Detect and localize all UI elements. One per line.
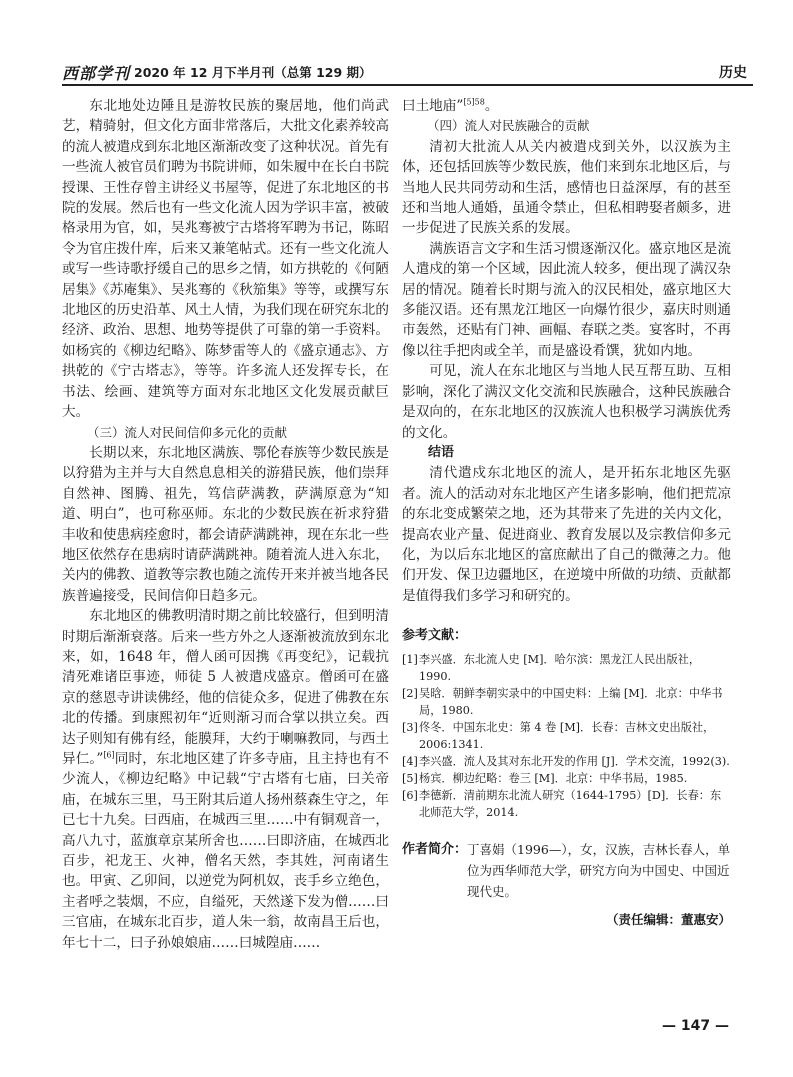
body-paragraph: 长期以来，东北地区满族、鄂伦春族等少数民族是以狩猎为主并与大自然息息相关的游猎民族，他们崇拜自然神、图腾、祖先，笃信萨满教，萨满原意为“知道、明白”，也可称巫师。东北的少数民族在祈求狩猎丰收和使患病痊愈时，都会请萨满跳神，现在东北一些地区依然存在患病时请萨满跳神。随着流人进入东北，关内的佛教、道教等宗教也随之流传开来并被当地各民族普遍接受，民间信仰日趋多元。	[62, 444, 389, 604]
author-label: 作者简介：	[402, 841, 468, 857]
reference-text: 佟冬．中国东北史：第 4 卷 [M]．长春：吉林文史出版社，2006:1341.	[419, 720, 715, 751]
body-paragraph: 东北地处边陲且是游牧民族的聚居地，他们尚武艺，精骑射，但文化方面非常落后，大批文化素养较高的流人被遣戍到东北地区渐渐改变了这种状况。首先有一些流人被官员们聘为书院讲师，如朱履中在长白书院授课、王性存曾主讲经义书屋等，促进了东北地区的书院的发展。然后也有一些文化流人因为学识丰富，被破格录用为官，如，吴兆骞被宁古塔将军聘为书记，陈昭令为官庄拨什库，后来又兼笔帖式。还有一些文化流人或写一些诗歌抒缓自己的思乡之情，如方拱乾的《何陋居集》《苏庵集》、吴兆骞的《秋笳集》等等，或撰写东北地区的历史沿革、风土人情，为我们现在研究东北的经济、政治、思想、地势等提供了可靠的第一手资料。如杨宾的《柳边纪略》、陈梦雷等人的《盛京通志》、方拱乾的《宁古塔志》，等等。许多流人还发挥专长，在书法、绘画、建筑等方面对东北地区文化发展贡献巨大。	[62, 98, 389, 421]
reference-number: [1]	[402, 652, 418, 666]
reference-item	[402, 719, 731, 753]
body-paragraph-continued	[402, 96, 731, 116]
left-column	[62, 96, 389, 953]
reference-number: [4]	[402, 754, 418, 768]
reference-item	[402, 685, 731, 719]
reference-item	[402, 651, 731, 685]
reference-number: [2]	[402, 686, 418, 700]
page-number: — 147 —	[662, 1018, 729, 1034]
reference-item	[402, 753, 731, 770]
reference-text: 李兴盛．东北流人史 [M]．哈尔滨：黑龙江人民出版社，1990.	[419, 652, 701, 683]
responsible-editor: （责任编辑：董惠安）	[605, 911, 731, 927]
author-text: 丁喜娟（1996—），女，汉族，吉林长春人，单位为西华师范大学，研究方向为中国史、中国近现代史。	[467, 841, 731, 899]
references-title: 参考文献：	[402, 628, 468, 644]
paragraph-text: 曰土地庙”	[402, 98, 464, 114]
body-paragraph	[62, 606, 389, 953]
issue-info: 2020 年 12 月下半月刊（总第 129 期）	[134, 65, 372, 80]
body-paragraph: 满族语言文字和生活习惯逐渐汉化。盛京地区是流人遣戍的第一个区域，因此流人较多，便出现了满汉杂居的情况。随着长时期与流入的汉民相处，盛京地区大多能汉语。还有黑龙江地区一向爆竹很少，嘉庆时则通市轰然，还贴有门神、画幅、春联之类。宴客时，不再像以往手把肉或全羊，而是盛设肴馔，犹如内地。	[402, 240, 731, 359]
paragraph-text: 同时，东北地区建了许多寺庙，且主持也有不少流人，《柳边纪略》中记载“宁古塔有七庙，曰关帝庙，在城东三里，马王附其后道人扬州蔡森生守之，年已七十九矣。曰西庙，在城西三里……中有铜观音一，高八九寸，蓝旗章京某所舍也……曰即济庙，在城西北百步，祀龙王、火神，僧名天然，李其姓，河南诸生也。甲寅、乙卯间，以逆党为阿机奴，丧手乡立绝色，主者呼之装烟，不应，自缢死，天然遂下发为僧……曰三官庙，在城东北百步，道人朱一翁，故南昌王后也，年七十二，曰子孙娘娘庙……曰城隍庙……	[62, 751, 390, 951]
author-bio	[402, 839, 731, 902]
reference-number: [5]	[402, 771, 418, 785]
section-subheading: （四）流人对民族融合的贡献	[427, 118, 590, 134]
paragraph-text: 。	[484, 98, 499, 114]
page-header	[62, 60, 753, 86]
reference-text: 李兴盛．流人及其对东北开发的作用 [J]．学术交流，1992(3).	[419, 754, 730, 768]
body-paragraph: 可见，流人在东北地区与当地人民互帮互助、互相影响，深化了满汉文化交流和民族融合，这种民族融合是双向的，在东北地区的汉族流人也积极学习满族优秀的文化。	[402, 363, 731, 441]
right-column	[402, 96, 731, 930]
paragraph-text: 东北地区的佛教明清时期之前比较盛行，但到明清时期后渐渐衰落。后来一些方外之人逐渐被流放到东北来，如，1648 年，僧人函可因携《再变纪》，记载抗清死难诸臣事迹，师徒 5 人被遣戍盛京。僧函可在盛京的慈恩寺讲读佛经，他的信徒众多，促进了佛教在东北的传播。到康熙初年“近则渐习而合掌以拱立矣。西达子则知有佛有经，能膜拜，大约于喇嘛教同，与西土异仁。”	[62, 608, 389, 767]
journal-logo: 西部学刊	[62, 64, 131, 83]
citation-mark: [5]58	[463, 97, 485, 107]
reference-number: [3]	[402, 720, 418, 734]
conclusion-heading: 结语	[428, 444, 455, 460]
reference-number: [6]	[402, 788, 418, 802]
reference-text: 李德新．清前期东北流人研究（1644-1795）[D]．长春：东北师范大学，2014.	[419, 788, 722, 819]
reference-text: 杨宾．柳边纪略：卷三 [M]．北京：中华书局，1985.	[419, 771, 688, 785]
reference-item	[402, 770, 731, 787]
section-name: 历史	[719, 65, 747, 81]
reference-text: 吴晗．朝鲜李朝实录中的中国史料：上编 [M]．北京：中华书局，1980.	[419, 686, 723, 717]
section-subheading: （三）流人对民间信仰多元化的贡献	[87, 424, 288, 440]
reference-list	[402, 651, 731, 821]
citation-mark: [6]	[103, 750, 115, 760]
body-paragraph: 清代遣戍东北地区的流人，是开拓东北地区先驱者。流人的活动对东北地区产生诸多影响，他们把荒凉的东北变成繁荣之地，还为其带来了先进的关内文化，提高农业产量、促进商业、教育发展以及宗教信仰多元化，为以后东北地区的富庶献出了自己的微薄之力。他们开发、保卫边疆地区，在逆境中所做的功绩、贡献都是值得我们多学习和研究的。	[402, 465, 731, 604]
reference-item	[402, 787, 731, 821]
body-paragraph: 清初大批流人从关内被遣戍到关外，以汉族为主体，还包括回族等少数民族，他们来到东北地区后，与当地人民共同劳动和生活，感情也日益深厚，有的甚至还和当地人通婚，虽通令禁止，但私相聘娶者颇多，进一步促进了民族关系的发展。	[402, 138, 731, 237]
